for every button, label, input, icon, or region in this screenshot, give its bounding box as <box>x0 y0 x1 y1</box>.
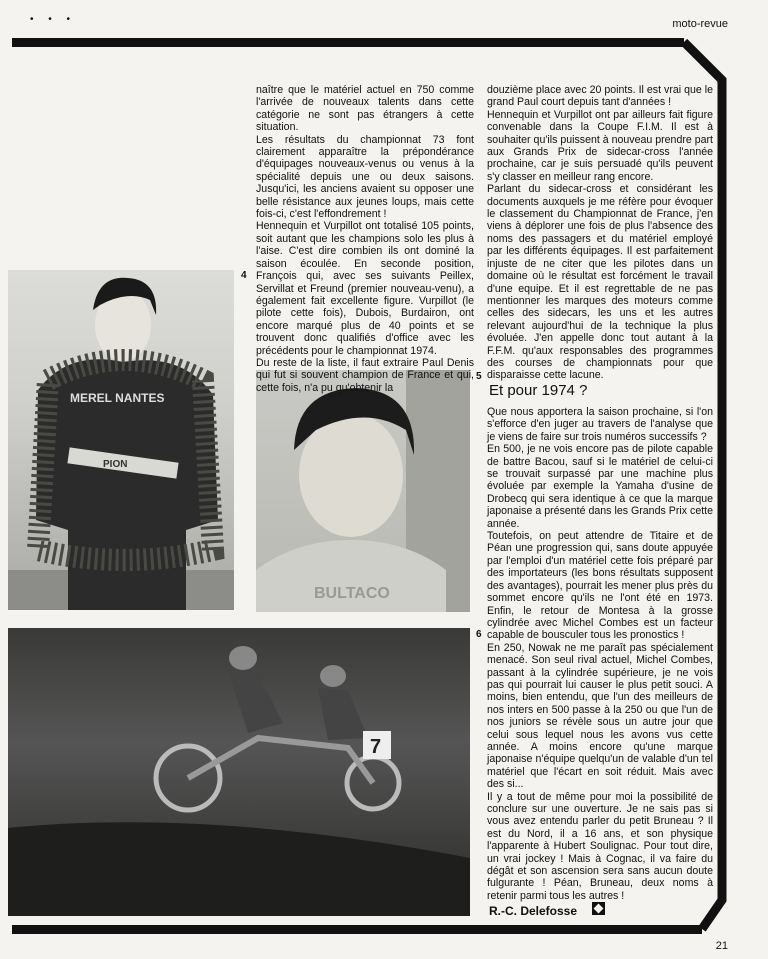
corner-marks: • • • <box>30 14 77 25</box>
plate-number: 7 <box>370 736 382 758</box>
photo-sidecar-race <box>8 628 470 916</box>
photo-number-4: 4 <box>241 270 247 281</box>
paragraph: Que nous apportera la saison prochaine, si l'on s'efforce d'en juger au travers de l'analyse que je viens de faire sur trois numéros successifs ? <box>487 406 713 443</box>
shirt-text: MEREL NANTES <box>70 391 165 405</box>
masthead: moto-revue <box>672 18 728 30</box>
photo-rider-wreath <box>8 270 234 610</box>
paragraph: Hennequin et Vurpillot ont totalisé 105 points, soit autant que les champions solo les plus à l'aise. C'est dire combien ils ont dominé la saison écoulée. En seconde position, François qui, avec ses suivants Peillex, Servillat et Freund (premier nouveau-venu), a également fait excellente figure. Vurpillot (le pilote cette fois), Dubois, Burdairon, ont encore marqué plus de 40 points et se trouvent donc qualifiés d'office avec les précédents pour le championnat 1974. <box>256 220 474 357</box>
text-column-1 <box>256 84 474 394</box>
paragraph: Il y a tout de même pour moi la possibilité de conclure sur une ouverture. Je ne sais pas si vous avez entendu parler du petit Bruneau ? Il est du Nord, il a 16 ans, et son physique l'apparente à Hubert Soulignac. Pour tout dire, un vrai jockey ! Mais à Cognac, il va faire du dégât et son ascension sera sans aucun doute fulgurante ! Péan, Bruneau, deux noms à retenir parmi tous les autres ! <box>487 790 713 902</box>
section-heading: Et pour 1974 ? <box>489 382 588 399</box>
photo-rider-portrait <box>256 370 470 612</box>
paragraph: En 500, je ne vois encore pas de pilote capable de battre Bacou, sauf si le matériel de celui-ci se trouvait surpassé par une machine plus évoluée par exemple la Yamaha d'usine de Drobecq qui sera identique à ce que la marque japonaise a présenté dans les Grands Prix cette année. <box>487 443 713 530</box>
paragraph: douzième place avec 20 points. Il est vrai que le grand Paul court depuis tant d'années ! <box>487 84 713 109</box>
text-column-3 <box>487 406 713 902</box>
paragraph: Du reste de la liste, il faut extraire Paul Denis qui fut si souvent champion de France et qui, cette fois, n'a pu qu'obtenir la <box>256 356 474 394</box>
photo-number-6: 6 <box>476 629 482 640</box>
tshirt-text: BULTACO <box>314 585 390 602</box>
paragraph: En 250, Nowak ne me paraît pas spécialement menacé. Son seul rival actuel, Michel Combes, passant à la cylindrée supérieure, je ne vois pas qui pourrait lui causer le plus petit souci. A moins, bien entendu, que l'un des meilleurs de nos inters en 500 passe à la 250 ou que l'un de nos juniors se révèle sous un autre jour que celui sous lequel nous les avons vus cette année. A moins encore qu'une marque japonaise n'équipe quelqu'un de valable d'un tel matériel que l'écart en soit réduit. Mais avec des si... <box>487 641 713 791</box>
paragraph: Toutefois, on peut attendre de Titaire et de Péan une progression qui, sans doute appuyée par l'emploi d'un matériel cette fois préparé par des importateurs (les bons résultats supposent des avantages), pourrait les mener plus près du sommet encore qu'ils ne l'ont été en 1973. Enfin, le retour de Montesa à la grosse cylindrée avec Michel Combes est un facteur capable de bousculer tous les pronostics ! <box>487 530 713 642</box>
paragraph: Les résultats du championnat 73 font clairement apparaître la prépondérance d'équipages nouveaux-venus ou venus à la spécialité depuis une ou deux saisons. Jusqu'ici, les anciens avaient su opposer une belle résistance aux jeunes loups, mais cette fois-ci, c'est l'effondrement ! <box>256 133 474 221</box>
frame-bottom-rule <box>12 925 702 934</box>
photo-number-5: 5 <box>476 371 482 382</box>
sash-text: PION <box>103 459 128 470</box>
page-number: 21 <box>715 940 728 952</box>
end-mark-icon <box>592 902 605 915</box>
paragraph: Parlant du sidecar-cross et considérant les documents auxquels je me réfère pour évoquer le classement du Championnat de France, j'en viens à déplorer une fois de plus l'absence des noms des passagers et du matériel employé par les différents équipages. Il est parfaitement injuste de ne citer que les pilotes dans un domaine où le résultat est forcément le travail d'une equipe. Et il est regrettable de ne pas mentionner les marques des moteurs comme celles des sidecars, les uns et les autres relevant aujourd'hui de la technique la plus évoluée. J'en appelle donc tout autant à la F.F.M. qu'aux responsables des programmes des courses de championnats pour que disparaisse cette lacune. <box>487 183 713 382</box>
paragraph: naître que le matériel actuel en 750 comme l'arrivée de nouveaux talents dans cette catégorie ne sont pas étrangers à cette situation. <box>256 84 474 134</box>
paragraph: Hennequin et Vurpillot ont par ailleurs fait figure convenable dans la Coupe F.I.M. Il est à souhaiter qu'ils puissent à nouveau prendre part aux Grands Prix de sidecar-cross l'année prochaine, car je suis persuadé qu'ils peuvent s'y classer en meilleur rang encore. <box>487 108 713 183</box>
text-column-2 <box>487 84 713 382</box>
author-byline: R.-C. Delefosse <box>489 904 578 918</box>
